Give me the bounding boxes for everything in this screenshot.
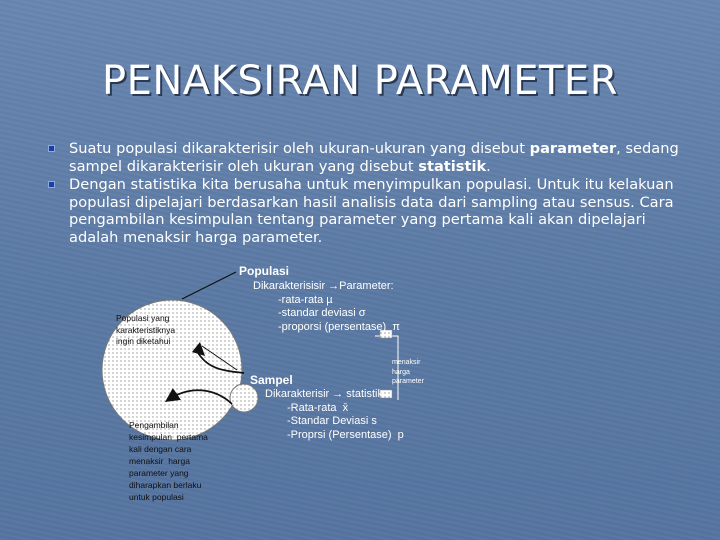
sample-char-line: -Proprsi (Persentase) p bbox=[287, 428, 404, 441]
population-circle-line: Populasi yang bbox=[116, 313, 170, 323]
inference-note-line: parameter yang bbox=[129, 468, 189, 478]
population-circle-line: ingin diketahui bbox=[116, 336, 171, 346]
slide-title: PENAKSIRAN PARAMETER bbox=[101, 58, 618, 104]
sample-char-line: -Standar Deviasi s bbox=[287, 415, 377, 427]
bullet-text-part: . bbox=[486, 157, 491, 175]
population-circle-line: karakteristiknya bbox=[116, 324, 176, 335]
inference-note-line: untuk populasi bbox=[129, 492, 184, 502]
sample-circle bbox=[230, 384, 258, 412]
estimate-label-line: menaksir bbox=[392, 359, 421, 366]
inference-note bbox=[129, 419, 208, 503]
sample-char-line: -Rata-rata x̄ bbox=[287, 401, 349, 414]
estimate-label-line: parameter bbox=[392, 378, 424, 385]
sample-characteristics bbox=[265, 388, 404, 442]
population-char-line: -proporsi (persentase) π bbox=[278, 320, 400, 333]
inference-note-line: kali dengan cara bbox=[129, 444, 192, 454]
inference-note-line: Pengambilan bbox=[129, 420, 179, 430]
population-char-line: Dikarakterisisir →Parameter: bbox=[253, 280, 394, 292]
population-characteristics bbox=[253, 280, 400, 334]
term-statistik: statistik bbox=[418, 157, 487, 175]
term-parameter: parameter bbox=[529, 140, 617, 157]
bullet-text-part: , sedang sampel dikarakterisir oleh ukuran yang disebut bbox=[69, 140, 679, 175]
inference-note-line: kesimpulan pertama bbox=[129, 432, 208, 442]
population-connector-line bbox=[182, 272, 236, 299]
bullet-text: Dengan statistika kita berusaha untuk menyimpulkan populasi. Untuk itu kelakuan populasi dipelajari berdasarkan hasil analisis data dari sampling atau sensus. Cara pengambilan kesimpulan tentang parameter yang pertama kali akan dipelajari adalah menaksir harga parameter. bbox=[69, 176, 674, 246]
population-char-line: -rata-rata µ bbox=[278, 293, 333, 306]
population-circle-label bbox=[116, 313, 175, 348]
population-heading: Populasi bbox=[239, 264, 290, 278]
inference-note-line: diharapkan berlaku bbox=[129, 480, 202, 490]
sample-char-line: Dikarakterisir → statistik bbox=[265, 388, 383, 400]
bullet-text-part: Suatu populasi dikarakterisir oleh ukuran-ukuran yang disebut bbox=[69, 140, 530, 157]
population-char-line: -standar deviasi σ bbox=[278, 307, 366, 319]
sample-heading: Sampel bbox=[250, 373, 293, 387]
estimate-parameter-label bbox=[392, 358, 424, 387]
estimate-label-line: harga bbox=[392, 368, 410, 376]
inference-note-line: menaksir harga bbox=[129, 456, 190, 466]
